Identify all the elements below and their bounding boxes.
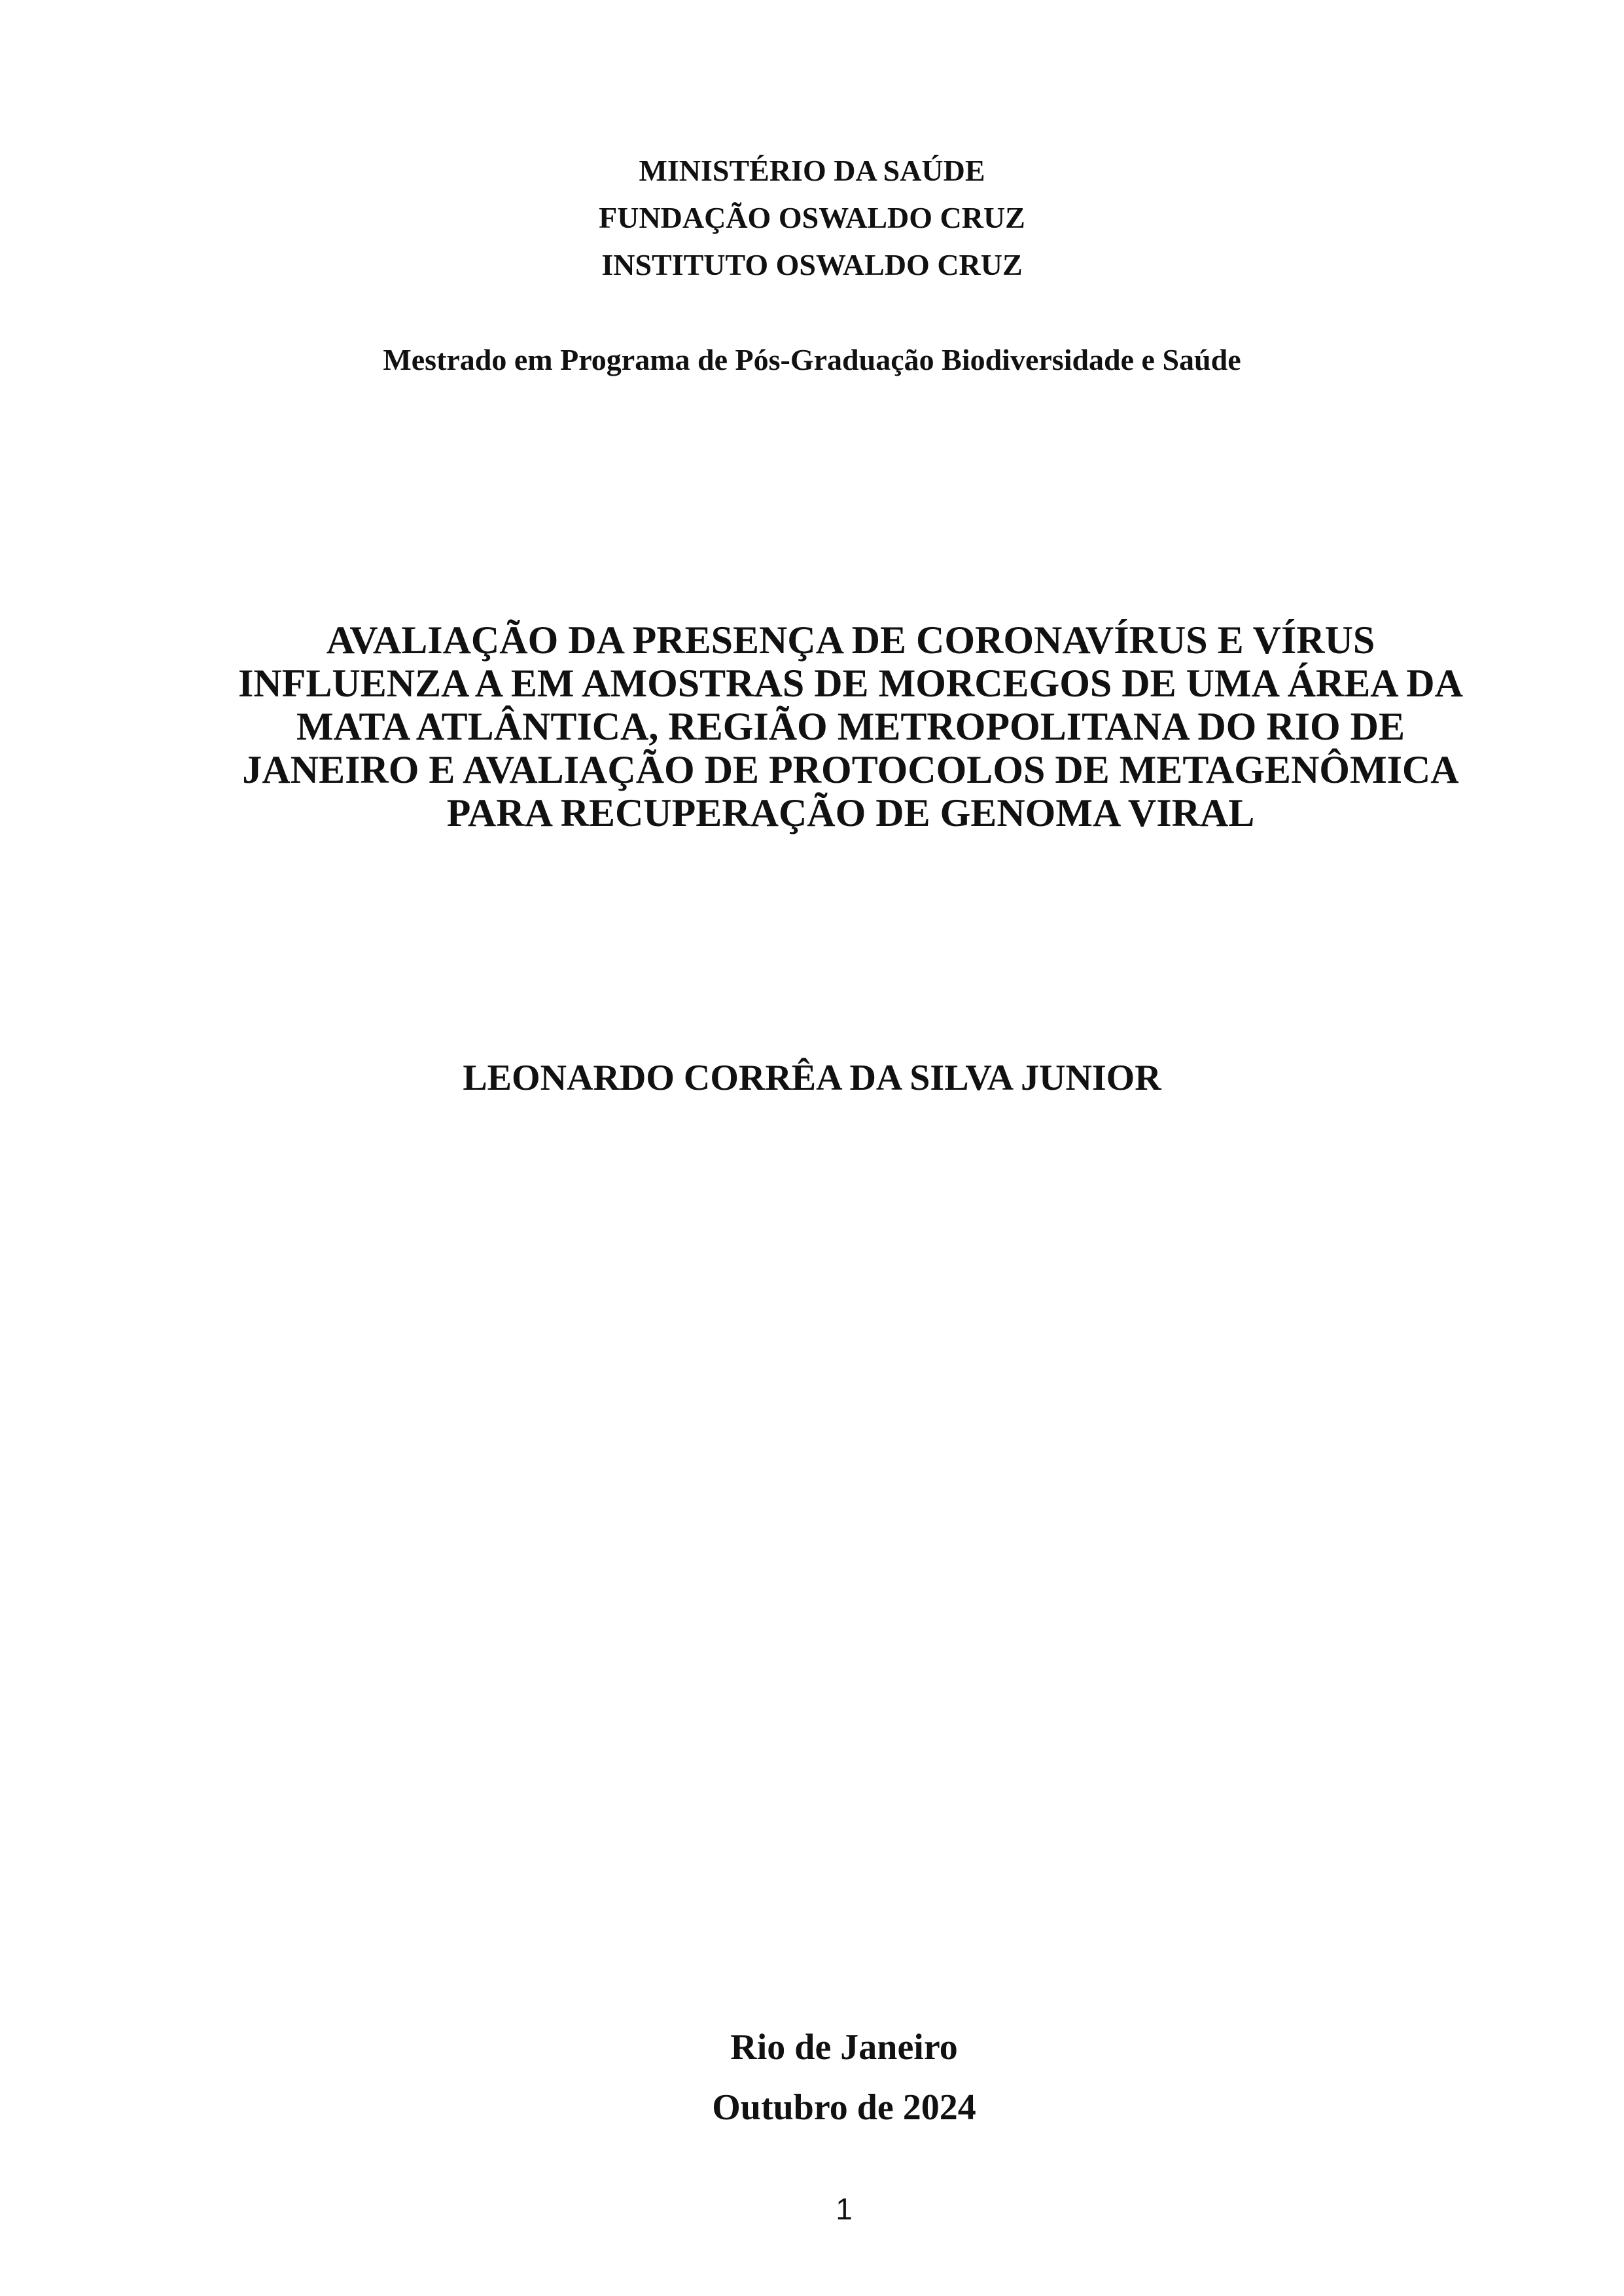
thesis-title-line: INFLUENZA A EM AMOSTRAS DE MORCEGOS DE UMA ÁREA DA (238, 662, 1463, 705)
author-name: LEONARDO CORRÊA DA SILVA JUNIOR (463, 1058, 1161, 1098)
thesis-title (222, 619, 1479, 834)
thesis-title-line: JANEIRO E AVALIAÇÃO DE PROTOCOLOS DE METAGENÔMICA (242, 748, 1459, 791)
place: Rio de Janeiro (730, 2027, 958, 2068)
foundation-name: FUNDAÇÃO OSWALDO CRUZ (599, 201, 1025, 234)
institute-name: INSTITUTO OSWALDO CRUZ (601, 248, 1023, 281)
program-name: Mestrado em Programa de Pós-Graduação Biodiversidade e Saúde (383, 343, 1241, 376)
thesis-title-line: PARA RECUPERAÇÃO DE GENOMA VIRAL (446, 791, 1255, 834)
ministry-name: MINISTÉRIO DA SAÚDE (639, 154, 985, 187)
institution-header (0, 147, 1624, 289)
place-date-block (654, 2017, 1034, 2138)
date: Outubro de 2024 (712, 2087, 976, 2128)
page-number: 1 (836, 2192, 853, 2226)
thesis-title-line: AVALIAÇÃO DA PRESENÇA DE CORONAVÍRUS E VÍRUS (326, 619, 1375, 662)
thesis-title-line: MATA ATLÂNTICA, REGIÃO METROPOLITANA DO RIO DE (296, 705, 1405, 748)
